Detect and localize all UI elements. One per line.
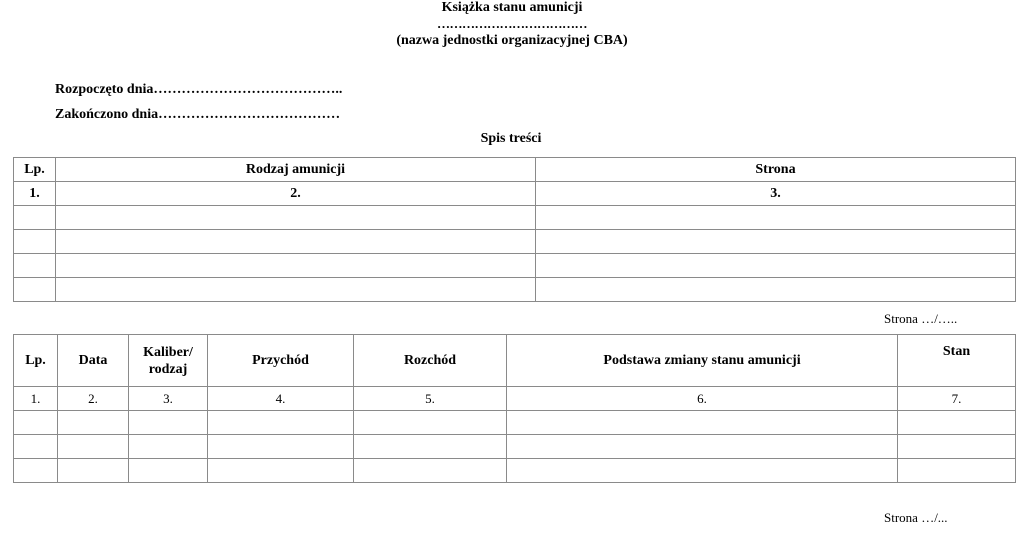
table-cell	[536, 254, 1016, 278]
table-cell	[208, 411, 354, 435]
table-cell	[208, 459, 354, 483]
table-cell	[129, 411, 208, 435]
table-cell	[507, 411, 898, 435]
toc-number-cell: 1.	[14, 182, 56, 206]
table-cell	[14, 411, 58, 435]
ledger-header-caliber-line1: Kaliber/	[143, 344, 193, 360]
unit-name-dots: ………………………………	[437, 16, 587, 31]
toc-number-row	[14, 182, 1016, 206]
table-cell	[14, 230, 56, 254]
ledger-number-cell: 5.	[354, 387, 507, 411]
table-cell	[536, 230, 1016, 254]
table-cell	[58, 411, 129, 435]
table-cell	[129, 435, 208, 459]
ledger-header-row	[14, 335, 1016, 387]
toc-table	[13, 157, 1016, 302]
toc-empty-row	[14, 278, 1016, 302]
table-cell	[56, 206, 536, 230]
table-cell	[354, 411, 507, 435]
table-cell	[898, 435, 1016, 459]
table-cell	[354, 435, 507, 459]
table-cell	[129, 459, 208, 483]
table-cell	[354, 459, 507, 483]
table-cell	[898, 459, 1016, 483]
toc-number-cell: 2.	[56, 182, 536, 206]
finished-date-field: Zakończono dnia…………………………………	[55, 107, 341, 122]
ledger-number-cell: 3.	[129, 387, 208, 411]
table-cell	[14, 435, 58, 459]
ledger-header-outgo: Rozchód	[354, 335, 507, 387]
toc-header-page: Strona	[536, 158, 1016, 182]
toc-header-ammo-type: Rodzaj amunicji	[56, 158, 536, 182]
table-cell	[536, 278, 1016, 302]
ammo-ledger-table	[13, 334, 1016, 483]
ledger-header-basis: Podstawa zmiany stanu amunicji	[507, 335, 898, 387]
ledger-number-cell: 4.	[208, 387, 354, 411]
document-title: Książka stanu amunicji	[441, 0, 583, 15]
table-cell	[507, 435, 898, 459]
ledger-empty-row	[14, 435, 1016, 459]
toc-number-cell: 3.	[536, 182, 1016, 206]
table-cell	[56, 278, 536, 302]
ledger-number-row	[14, 387, 1016, 411]
toc-empty-row	[14, 230, 1016, 254]
table-cell	[14, 254, 56, 278]
ledger-header-caliber	[129, 335, 208, 387]
table-cell	[58, 459, 129, 483]
table-cell	[507, 459, 898, 483]
ledger-number-cell: 1.	[14, 387, 58, 411]
table-cell	[14, 459, 58, 483]
table-cell	[898, 411, 1016, 435]
page-number-footer-bottom: Strona …/...	[884, 510, 948, 525]
started-date-field: Rozpoczęto dnia…………………………………..	[55, 82, 343, 97]
table-cell	[56, 230, 536, 254]
ledger-empty-row	[14, 411, 1016, 435]
table-cell	[14, 278, 56, 302]
table-cell	[56, 254, 536, 278]
ledger-header-income: Przychód	[208, 335, 354, 387]
table-cell	[536, 206, 1016, 230]
toc-header-lp: Lp.	[14, 158, 56, 182]
ledger-header-balance: Stan	[898, 335, 1016, 387]
toc-header-row	[14, 158, 1016, 182]
ledger-empty-row	[14, 459, 1016, 483]
unit-name-label: (nazwa jednostki organizacyjnej CBA)	[396, 33, 628, 48]
ledger-number-cell: 2.	[58, 387, 129, 411]
toc-empty-row	[14, 254, 1016, 278]
page-number-footer: Strona …/…..	[884, 311, 958, 326]
toc-title: Spis treści	[480, 131, 542, 146]
toc-empty-row	[14, 206, 1016, 230]
ledger-number-cell: 7.	[898, 387, 1016, 411]
table-cell	[58, 435, 129, 459]
ledger-header-lp: Lp.	[14, 335, 58, 387]
ledger-number-cell: 6.	[507, 387, 898, 411]
ledger-header-caliber-line2: rodzaj	[148, 361, 188, 377]
ledger-header-date: Data	[58, 335, 129, 387]
table-cell	[14, 206, 56, 230]
table-cell	[208, 435, 354, 459]
